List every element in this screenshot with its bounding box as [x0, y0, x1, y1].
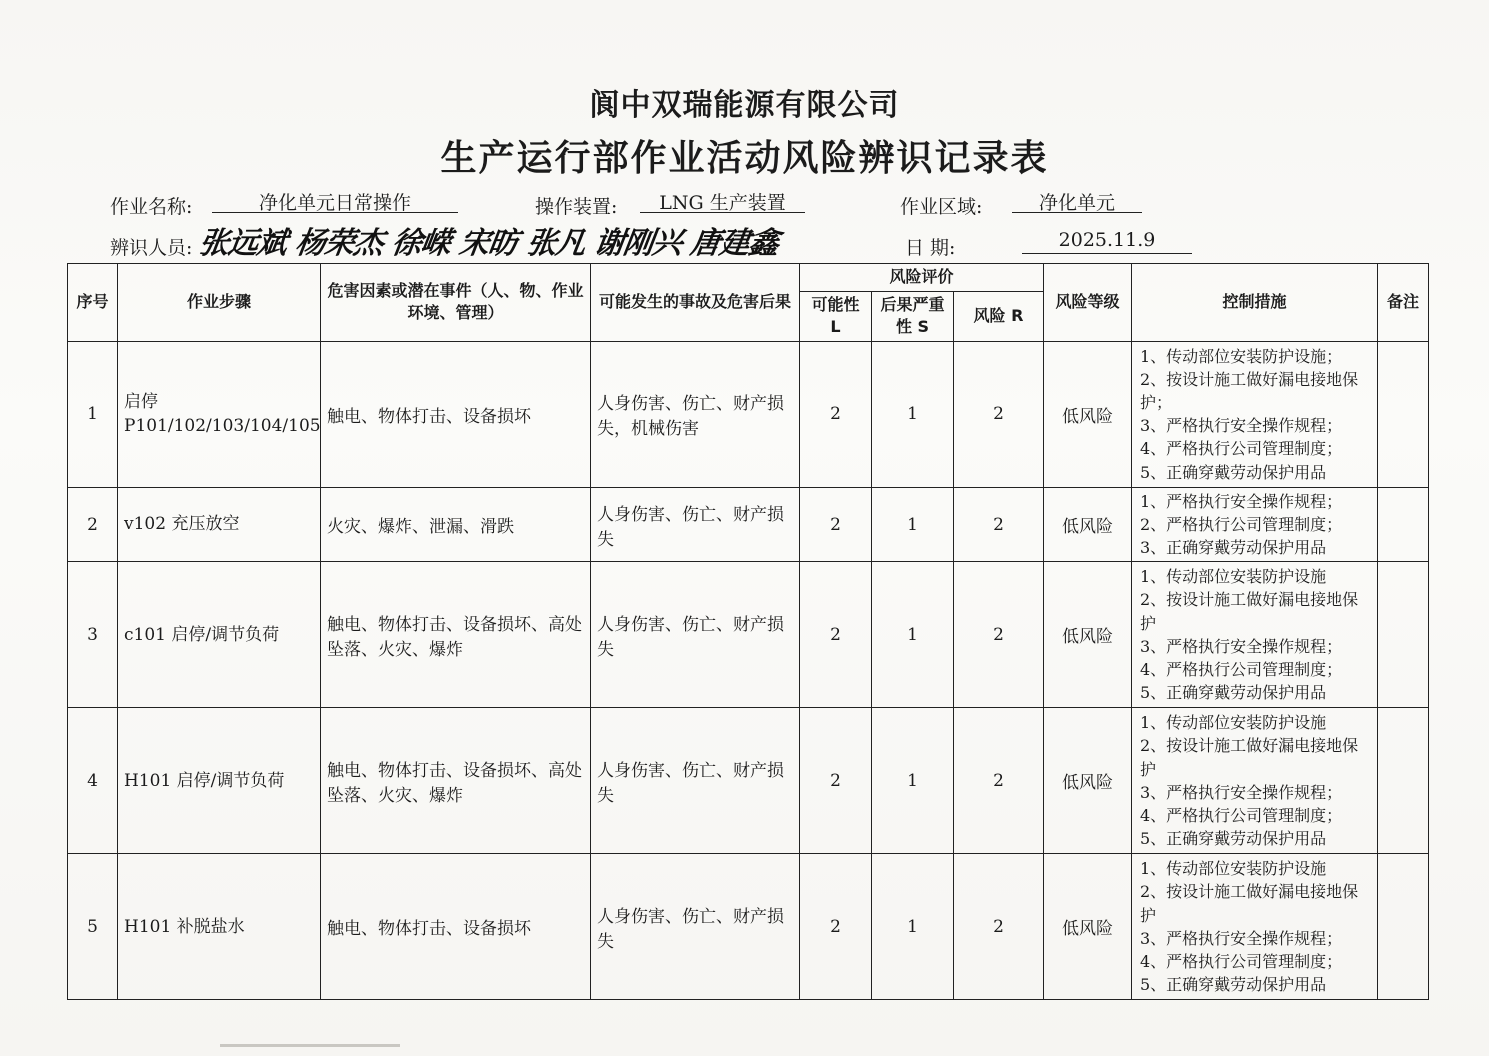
- control-item: 2、按设计施工做好漏电接地保护；: [1140, 369, 1359, 413]
- header-likelihood: 可能性 L: [800, 292, 872, 342]
- row-step: H101 启停/调节负荷: [118, 708, 321, 854]
- row-severity: 1: [872, 562, 954, 708]
- date-value: 2025.11.9: [1022, 229, 1192, 254]
- row-likelihood: 2: [800, 487, 872, 562]
- row-severity: 1: [872, 854, 954, 1000]
- row-level: 低风险: [1044, 562, 1132, 708]
- risk-table: [67, 263, 1429, 1000]
- row-step: c101 启停/调节负荷: [118, 562, 321, 708]
- date-label: 日 期:: [905, 237, 956, 259]
- job-name-label: 作业名称:: [110, 196, 193, 218]
- row-seq: 1: [68, 341, 118, 487]
- row-severity: 1: [872, 341, 954, 487]
- row-controls: [1132, 854, 1378, 1000]
- control-item: 2、按设计施工做好漏电接地保护: [1140, 882, 1359, 925]
- row-risk: 2: [954, 487, 1044, 562]
- row-level: 低风险: [1044, 708, 1132, 854]
- identifier-label: 辨识人员:: [110, 237, 193, 259]
- row-controls: [1132, 487, 1378, 562]
- device-value: LNG 生产装置: [640, 188, 805, 213]
- row-likelihood: 2: [800, 562, 872, 708]
- control-item: 4、严格执行公司管理制度；: [1140, 439, 1343, 459]
- row-hazard: 触电、物体打击、设备损坏、高处坠落、火灾、爆炸: [321, 562, 591, 708]
- row-risk: 2: [954, 562, 1044, 708]
- row-step: H101 补脱盐水: [118, 854, 321, 1000]
- header-consequence: 可能发生的事故及危害后果: [591, 264, 800, 342]
- control-item: 1、传动部位安装防护设施: [1140, 859, 1327, 879]
- row-controls: [1132, 708, 1378, 854]
- identifiers-signature: 张远斌 杨荣杰 徐嵘 宋昉 张凡 谢刚兴 唐建鑫: [196, 226, 781, 261]
- row-hazard: 触电、物体打击、设备损坏、高处坠落、火灾、爆炸: [321, 708, 591, 854]
- control-item: 1、传动部位安装防护设施: [1140, 713, 1327, 733]
- row-level: 低风险: [1044, 487, 1132, 562]
- row-consequence: 人身伤害、伤亡、财产损失，机械伤害: [591, 341, 800, 487]
- table-row: [68, 708, 1429, 854]
- header-level: 风险等级: [1044, 264, 1132, 342]
- header-severity: 后果严重性 S: [872, 292, 954, 342]
- row-seq: 4: [68, 708, 118, 854]
- row-hazard: 触电、物体打击、设备损坏: [321, 341, 591, 487]
- row-severity: 1: [872, 487, 954, 562]
- row-seq: 5: [68, 854, 118, 1000]
- row-remark: [1378, 341, 1429, 487]
- table-row: [68, 341, 1429, 487]
- row-level: 低风险: [1044, 341, 1132, 487]
- control-item: 4、严格执行公司管理制度；: [1140, 660, 1343, 680]
- header-control: 控制措施: [1132, 264, 1378, 342]
- document-title: 生产运行部作业活动风险辨识记录表: [440, 138, 1049, 179]
- control-item: 3、正确穿戴劳动保护用品: [1140, 538, 1327, 558]
- area-value: 净化单元: [1012, 188, 1142, 213]
- header-risk-eval: 风险评价: [800, 264, 1044, 292]
- control-item: 3、严格执行安全操作规程；: [1140, 928, 1343, 948]
- row-hazard: 火灾、爆炸、泄漏、滑跌: [321, 487, 591, 562]
- header-hazard: 危害因素或潜在事件（人、物、作业环境、管理）: [321, 264, 591, 342]
- header-step: 作业步骤: [118, 264, 321, 342]
- row-hazard: 触电、物体打击、设备损坏: [321, 854, 591, 1000]
- control-item: 5、正确穿戴劳动保护用品: [1140, 975, 1327, 995]
- row-risk: 2: [954, 708, 1044, 854]
- row-controls: [1132, 562, 1378, 708]
- row-likelihood: 2: [800, 854, 872, 1000]
- control-item: 1、传动部位安装防护设施: [1140, 567, 1327, 587]
- control-item: 5、正确穿戴劳动保护用品: [1140, 829, 1327, 849]
- control-item: 4、严格执行公司管理制度；: [1140, 952, 1343, 972]
- divider: [220, 1044, 400, 1047]
- row-remark: [1378, 487, 1429, 562]
- control-item: 3、严格执行安全操作规程；: [1140, 782, 1343, 802]
- row-likelihood: 2: [800, 708, 872, 854]
- control-item: 4、严格执行公司管理制度；: [1140, 806, 1343, 826]
- table-row: [68, 854, 1429, 1000]
- table-row: [68, 487, 1429, 562]
- table-row: [68, 562, 1429, 708]
- header-remark: 备注: [1378, 264, 1429, 342]
- row-level: 低风险: [1044, 854, 1132, 1000]
- job-name-value: 净化单元日常操作: [212, 188, 458, 213]
- control-item: 3、严格执行安全操作规程；: [1140, 416, 1343, 436]
- area-label: 作业区域:: [900, 196, 983, 218]
- header-risk: 风险 R: [954, 292, 1044, 342]
- control-item: 2、按设计施工做好漏电接地保护: [1140, 590, 1359, 633]
- control-item: 1、严格执行安全操作规程；: [1140, 491, 1343, 511]
- control-item: 3、严格执行安全操作规程；: [1140, 636, 1343, 656]
- row-seq: 3: [68, 562, 118, 708]
- control-item: 1、传动部位安装防护设施；: [1140, 346, 1343, 366]
- row-severity: 1: [872, 708, 954, 854]
- device-label: 操作装置:: [535, 196, 618, 218]
- row-consequence: 人身伤害、伤亡、财产损失: [591, 854, 800, 1000]
- control-item: 2、严格执行公司管理制度；: [1140, 514, 1343, 534]
- row-consequence: 人身伤害、伤亡、财产损失: [591, 708, 800, 854]
- row-seq: 2: [68, 487, 118, 562]
- company-name: 阆中双瑞能源有限公司: [589, 88, 900, 123]
- row-remark: [1378, 562, 1429, 708]
- header-seq: 序号: [68, 264, 118, 342]
- control-item: 5、正确穿戴劳动保护用品: [1140, 683, 1327, 703]
- row-consequence: 人身伤害、伤亡、财产损失: [591, 562, 800, 708]
- row-step: 启停 P101/102/103/104/105: [118, 341, 321, 487]
- row-step: v102 充压放空: [118, 487, 321, 562]
- row-controls: [1132, 341, 1378, 487]
- row-risk: 2: [954, 854, 1044, 1000]
- row-remark: [1378, 854, 1429, 1000]
- control-item: 5、正确穿戴劳动保护用品: [1140, 462, 1327, 482]
- control-item: 2、按设计施工做好漏电接地保护: [1140, 736, 1359, 779]
- row-consequence: 人身伤害、伤亡、财产损失: [591, 487, 800, 562]
- row-remark: [1378, 708, 1429, 854]
- row-risk: 2: [954, 341, 1044, 487]
- row-likelihood: 2: [800, 341, 872, 487]
